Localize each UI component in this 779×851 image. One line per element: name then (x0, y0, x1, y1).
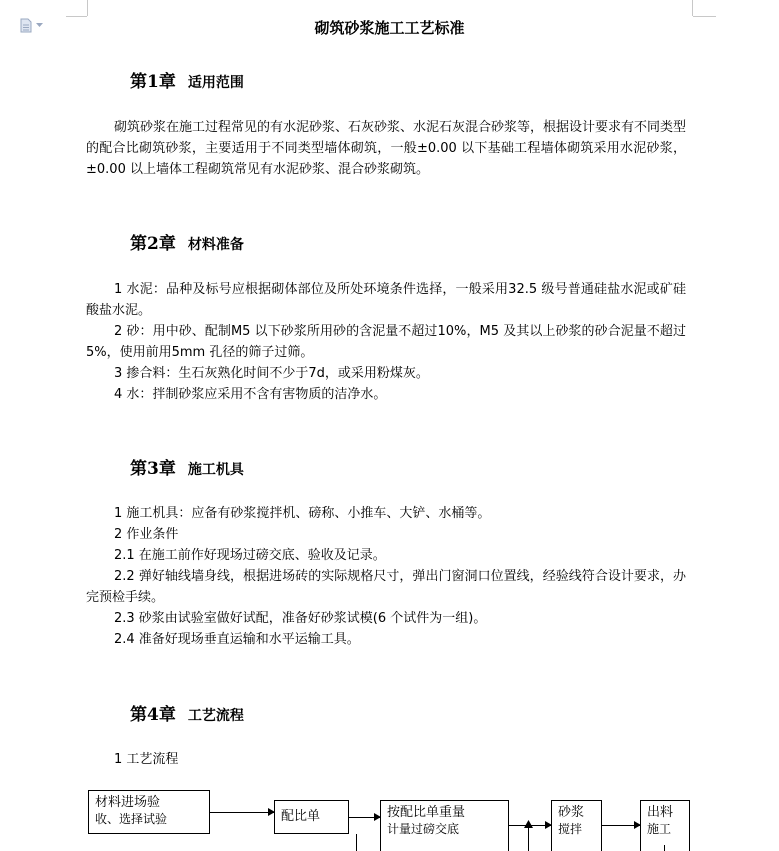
paragraph: 2.1 在施工前作好现场过磅交底、验收及记录。 (114, 548, 386, 563)
flow-connector (664, 845, 665, 851)
flow-box-text: 砂浆 (558, 805, 585, 820)
flow-arrow (602, 825, 640, 826)
paragraph: 2.2 弹好轴线墙身线，根据进场砖的实际规格尺寸，弹出门窗洞口位置线，经验线符合设计要求，办完预检手续。 (86, 569, 686, 605)
flow-box-text: 材料进场验 (95, 795, 161, 810)
flow-arrow (349, 817, 380, 818)
paragraph: 2 作业条件 (114, 527, 179, 542)
chapter-body (86, 503, 686, 650)
flow-connector (356, 834, 357, 851)
document-title: 砌筑砂浆施工工艺标准 (314, 19, 465, 37)
chapter-body (86, 117, 686, 180)
chapter-body (86, 749, 686, 770)
crop-mark-left-v (87, 0, 88, 16)
paragraph: 2.4 准备好现场垂直运输和水平运输工具。 (114, 632, 360, 647)
chapter-heading (130, 454, 244, 479)
paragraph: 3 掺合料：生石灰熟化时间不少于7d，或采用粉煤灰。 (114, 366, 429, 381)
flow-box-text: 收、选择试验 (95, 812, 168, 826)
flow-connector (528, 826, 529, 851)
paragraph: 2.3 砂浆由试验室做好试配，准备好砂浆试模(6 个试件为一组)。 (114, 611, 487, 626)
chapter-heading (130, 700, 244, 725)
paragraph: 2 砂：用中砂、配制M5 以下砂浆所用砂的含泥量不超过10%，M5 及其以上砂浆的砂合泥量不超过5%，使用前用5mm 孔径的筛子过筛。 (86, 324, 686, 360)
paragraph: 1 施工机具：应备有砂浆搅拌机、磅称、小推车、大铲、水桶等。 (114, 506, 491, 521)
paragraph: 1 工艺流程 (114, 752, 179, 767)
flow-box-text: 按配比单重量 (387, 805, 466, 820)
flow-box-text: 配比单 (281, 809, 321, 824)
crop-mark-right-v (692, 0, 693, 16)
chapter-heading (130, 67, 244, 92)
chapter-number: 第2章 (130, 234, 176, 254)
flow-box-text: 计量过磅交底 (387, 822, 460, 836)
flow-box-weighing (380, 800, 509, 851)
chapter-number: 第3章 (130, 459, 176, 479)
flow-arrow (210, 812, 274, 813)
flow-box-mortar-mixing (551, 800, 602, 851)
flow-box-discharge (640, 800, 690, 851)
flow-box-text: 施工 (647, 822, 672, 836)
chapter-body (86, 279, 686, 405)
flow-box-mix-ratio (274, 800, 349, 834)
flow-box-text: 出料 (647, 805, 674, 820)
flow-box-material-inspection (88, 790, 210, 834)
chapter-heading (130, 229, 244, 254)
chapter-name: 施工机具 (187, 462, 244, 478)
paragraph: 砌筑砂浆在施工过程常见的有水泥砂浆、石灰砂浆、水泥石灰混合砂浆等，根据设计要求有不同类型的配合比砌筑砂浆，主要适用于不同类型墙体砌筑，一般±0.00 以下基础工程墙体砌筑采用水泥砂浆，±0.00 以上墙体工程砌筑常见有水泥砂浆、混合砂浆砌筑。 (86, 120, 687, 177)
flow-box-text: 搅拌 (558, 822, 583, 836)
chapter-name: 适用范围 (187, 75, 244, 91)
arrow-up-icon (524, 820, 533, 828)
chapter-name: 材料准备 (187, 237, 244, 253)
chapter-number: 第4章 (130, 705, 176, 725)
chapter-number: 第1章 (130, 72, 176, 92)
paragraph: 1 水泥：品种及标号应根据砌体部位及所处环境条件选择，一般采用32.5 级号普通硅盐水泥或矿硅酸盐水泥。 (86, 282, 686, 318)
chapter-name: 工艺流程 (187, 708, 244, 724)
paragraph: 4 水：拌制砂浆应采用不含有害物质的洁净水。 (114, 387, 387, 402)
